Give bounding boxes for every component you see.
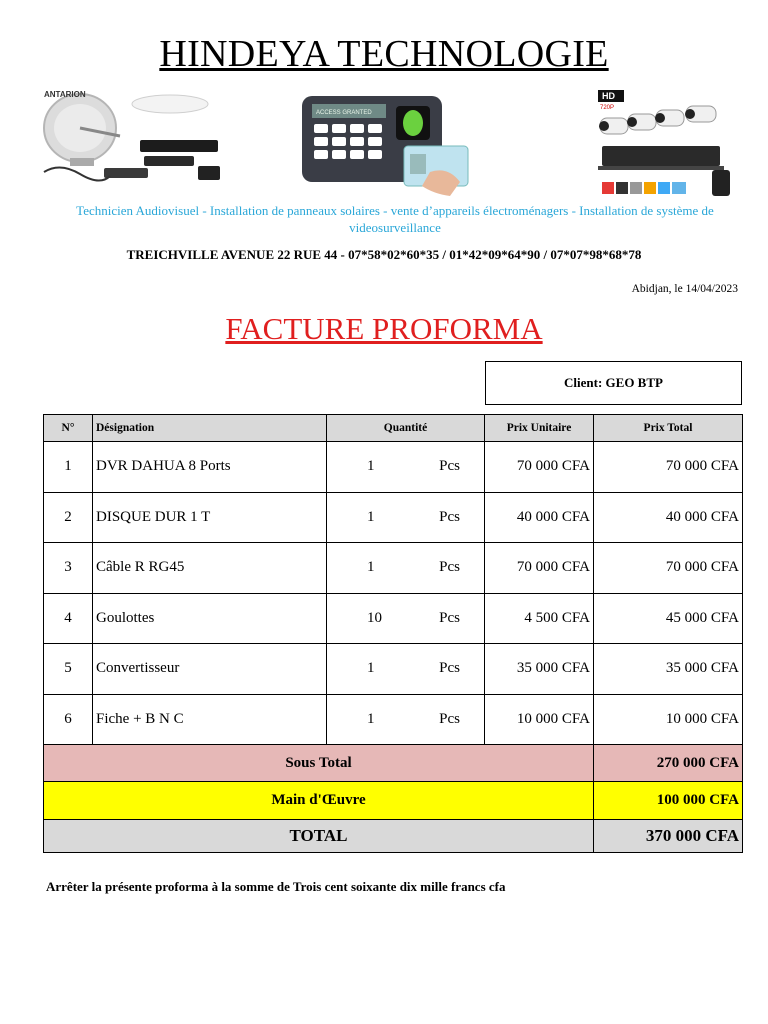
- row-qty-value: 10: [367, 609, 382, 626]
- row-quantity: [327, 644, 485, 695]
- total-label: TOTAL: [44, 820, 594, 853]
- row-qty-value: 1: [367, 710, 375, 727]
- cctv-kit-image: [594, 88, 740, 198]
- header-no: N°: [44, 415, 93, 442]
- subtotal-label: Sous Total: [44, 745, 594, 782]
- labour-value: 100 000 CFA: [594, 782, 743, 820]
- row-total: 70 000 CFA: [594, 442, 743, 493]
- satellite-equipment-image: [40, 88, 226, 186]
- row-designation: Câble R RG45: [93, 543, 327, 594]
- total-value: 370 000 CFA: [594, 820, 743, 853]
- row-qty-value: 1: [367, 559, 375, 576]
- row-total: 35 000 CFA: [594, 644, 743, 695]
- hd-badge-sub: 720P: [600, 105, 615, 111]
- row-no: 1: [44, 442, 93, 493]
- row-quantity: [327, 543, 485, 594]
- row-unit-price: 4 500 CFA: [485, 593, 594, 644]
- row-unit-price: 70 000 CFA: [485, 543, 594, 594]
- row-total: 70 000 CFA: [594, 543, 743, 594]
- hd-badge: HD: [602, 91, 615, 101]
- table-row: [44, 694, 743, 745]
- row-qty-unit: Pcs: [439, 458, 460, 475]
- row-quantity: [327, 593, 485, 644]
- row-total: 45 000 CFA: [594, 593, 743, 644]
- header-quantity: Quantité: [327, 415, 485, 442]
- company-address: TREICHVILLE AVENUE 22 RUE 44 - 07*58*02*60*35 / 01*42*09*64*90 / 07*07*98*68*78: [126, 247, 642, 262]
- company-name: HINDEYA TECHNOLOGIE: [159, 33, 609, 75]
- document-title: FACTURE PROFORMA: [225, 311, 543, 346]
- invoice-table: [43, 414, 743, 853]
- date-line: Abidjan, le 14/04/2023: [631, 283, 738, 295]
- table-row: [44, 644, 743, 695]
- amount-in-words: Arrêter la présente proforma à la somme de Trois cent soixante dix mille francs cfa: [46, 879, 506, 894]
- row-no: 5: [44, 644, 93, 695]
- row-designation: DVR DAHUA 8 Ports: [93, 442, 327, 493]
- row-unit-price: 70 000 CFA: [485, 442, 594, 493]
- labour-row: [44, 782, 743, 820]
- access-control-image: [300, 94, 476, 200]
- row-no: 4: [44, 593, 93, 644]
- row-total: 40 000 CFA: [594, 492, 743, 543]
- table-row: [44, 593, 743, 644]
- header-total-price: Prix Total: [594, 415, 743, 442]
- row-designation: Convertisseur: [93, 644, 327, 695]
- row-designation: DISQUE DUR 1 T: [93, 492, 327, 543]
- row-qty-value: 1: [367, 458, 375, 475]
- row-quantity: [327, 694, 485, 745]
- row-qty-unit: Pcs: [439, 559, 460, 576]
- row-qty-value: 1: [367, 508, 375, 525]
- total-row: [44, 820, 743, 853]
- client-name: Client: GEO BTP: [564, 375, 663, 390]
- row-designation: Goulottes: [93, 593, 327, 644]
- services-description: Technicien Audiovisuel - Installation de panneaux solaires - vente d’appareils électroménagers - Installation de système de videosurveillance: [76, 203, 714, 235]
- subtotal-row: [44, 745, 743, 782]
- row-no: 3: [44, 543, 93, 594]
- row-designation: Fiche + B N C: [93, 694, 327, 745]
- table-row: [44, 442, 743, 493]
- row-quantity: [327, 492, 485, 543]
- subtotal-value: 270 000 CFA: [594, 745, 743, 782]
- row-quantity: [327, 442, 485, 493]
- row-qty-unit: Pcs: [439, 660, 460, 677]
- table-row: [44, 543, 743, 594]
- labour-label: Main d'Œuvre: [44, 782, 594, 820]
- row-qty-unit: Pcs: [439, 609, 460, 626]
- row-unit-price: 35 000 CFA: [485, 644, 594, 695]
- row-unit-price: 10 000 CFA: [485, 694, 594, 745]
- row-no: 2: [44, 492, 93, 543]
- brand-label: ANTARION: [44, 90, 86, 99]
- row-total: 10 000 CFA: [594, 694, 743, 745]
- table-row: [44, 492, 743, 543]
- row-qty-value: 1: [367, 660, 375, 677]
- table-header-row: [44, 415, 743, 442]
- row-no: 6: [44, 694, 93, 745]
- client-box: [485, 361, 742, 405]
- access-screen-label: ACCESS GRANTED: [316, 110, 372, 116]
- row-qty-unit: Pcs: [439, 710, 460, 727]
- row-unit-price: 40 000 CFA: [485, 492, 594, 543]
- header-designation: Désignation: [93, 415, 327, 442]
- header-unit-price: Prix Unitaire: [485, 415, 594, 442]
- row-qty-unit: Pcs: [439, 508, 460, 525]
